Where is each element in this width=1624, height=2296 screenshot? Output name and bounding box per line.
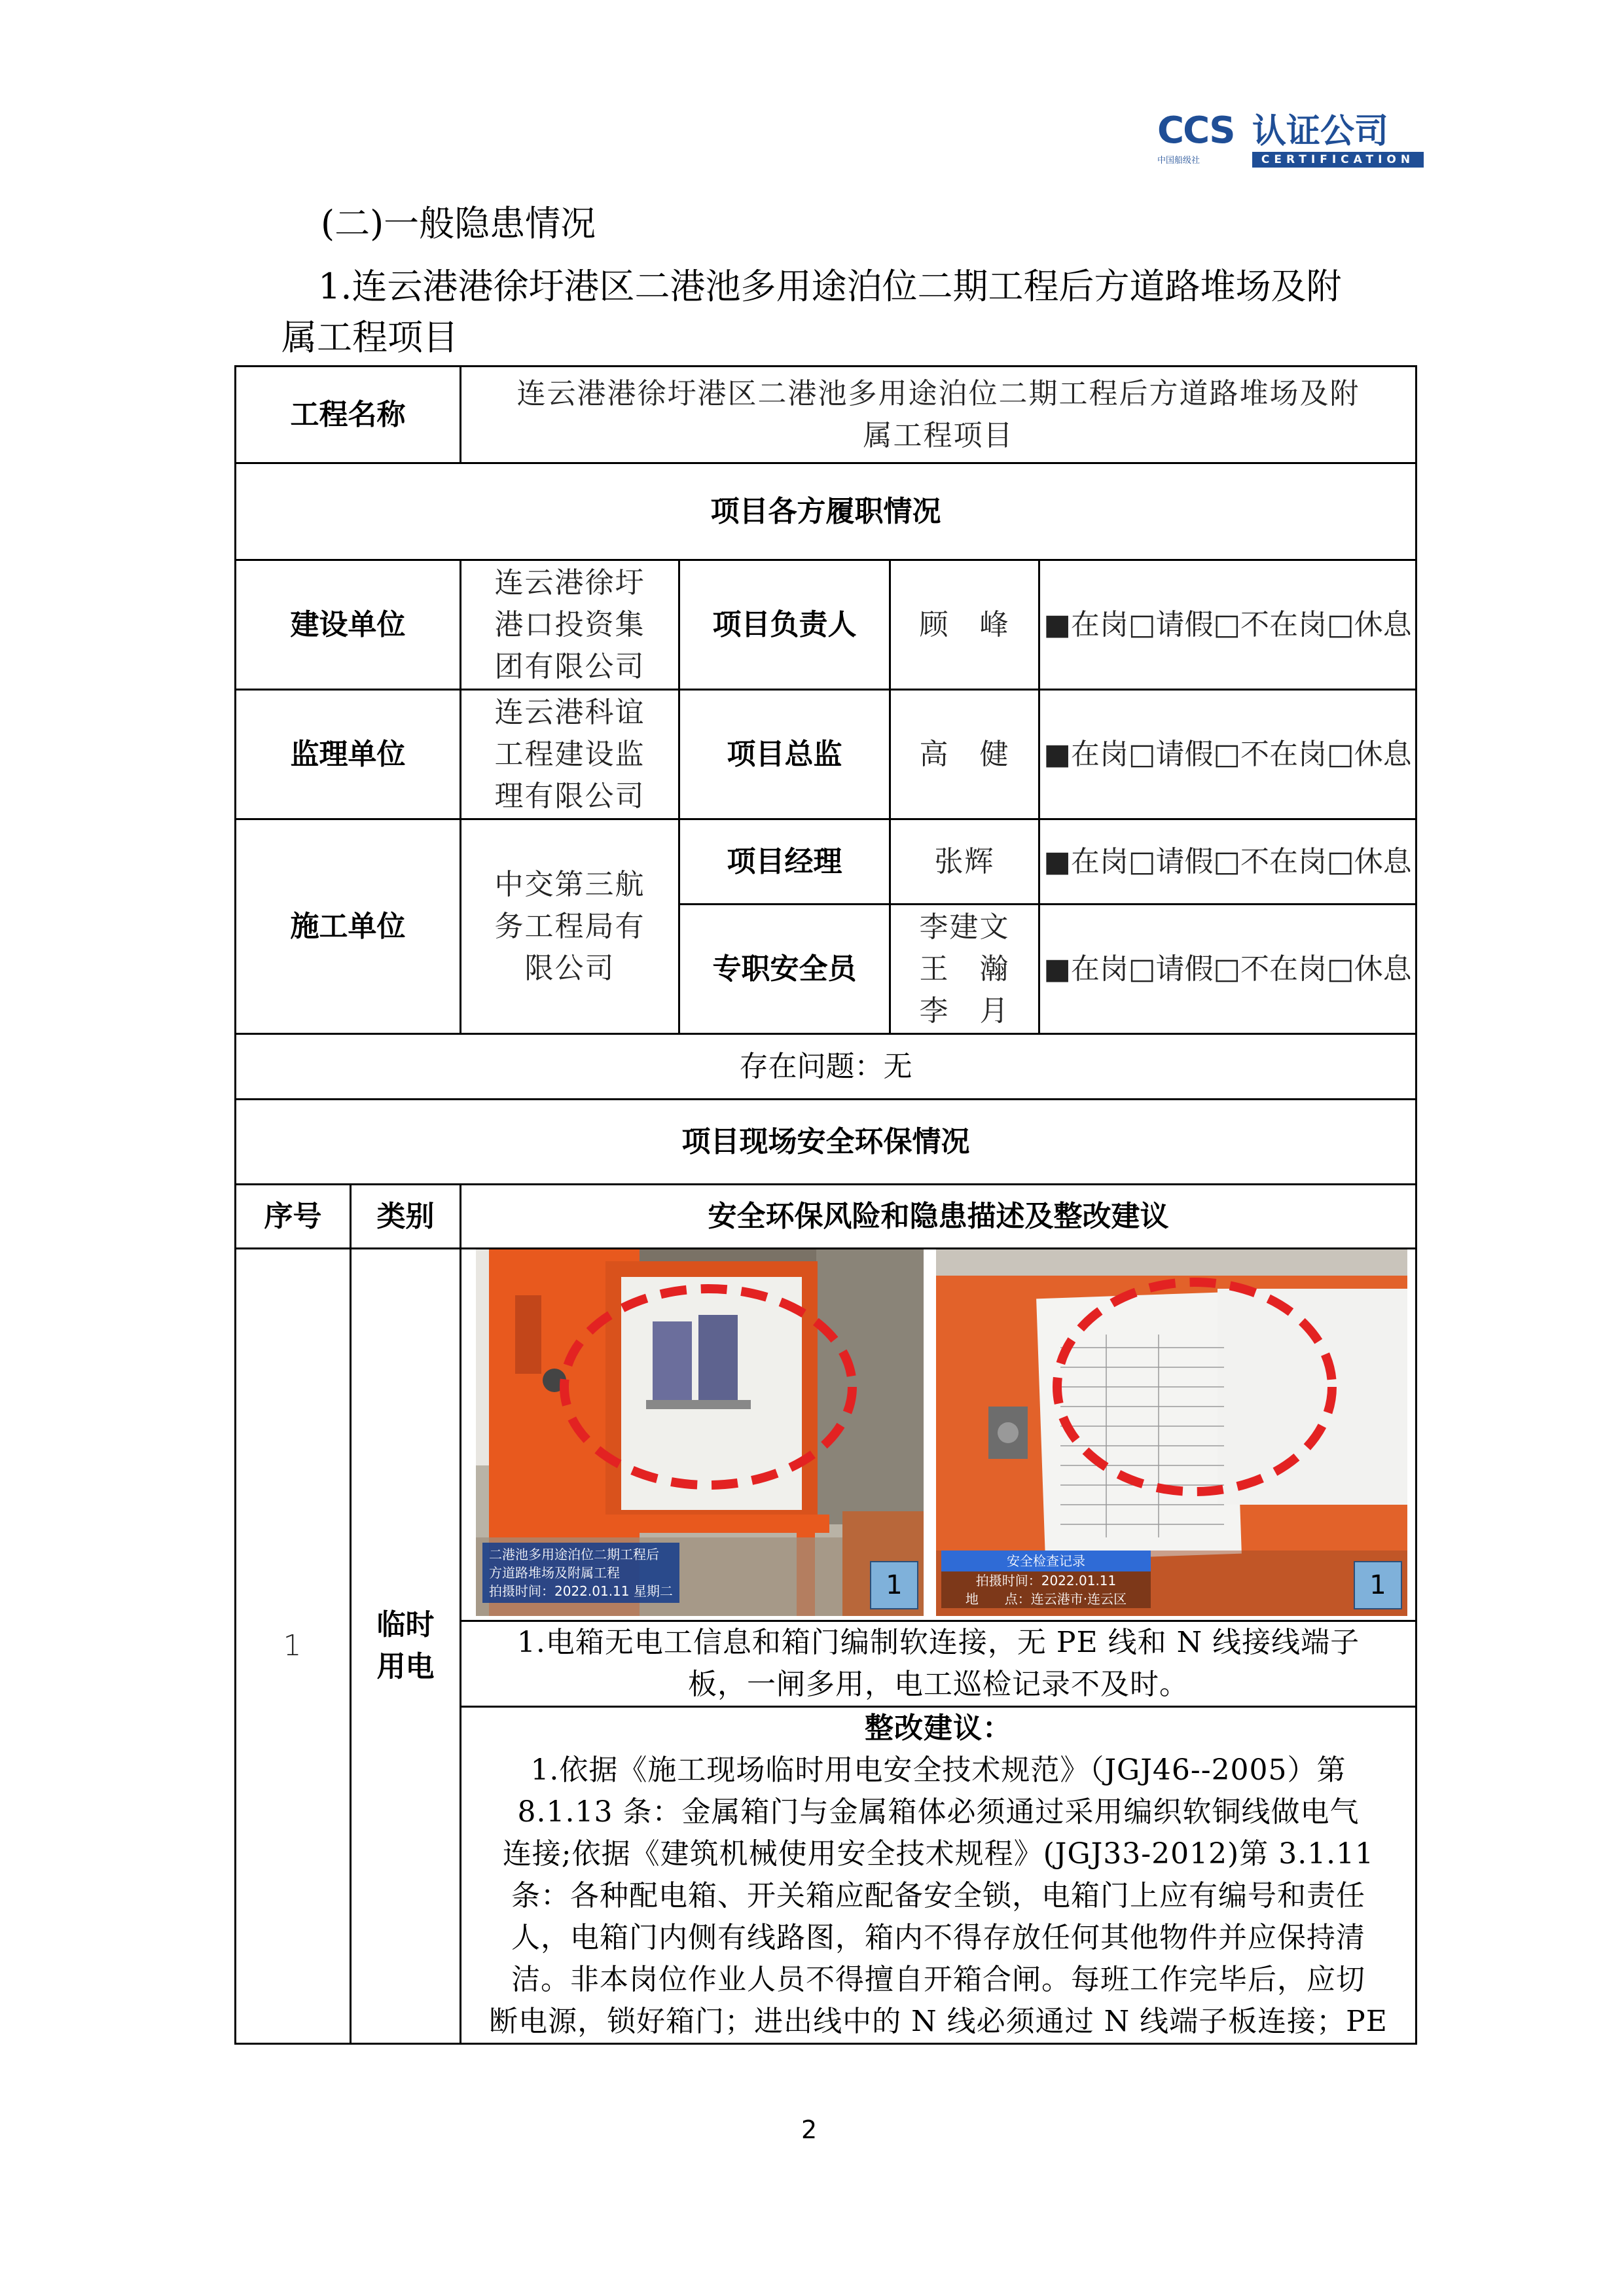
logo-name: 认证公司 xyxy=(1252,112,1389,151)
photo-inspection-record xyxy=(936,1249,1407,1616)
photo-caption xyxy=(482,1543,679,1603)
item-type-line: 临时 xyxy=(376,1608,435,1641)
item-number: 1 xyxy=(236,1249,351,2044)
photo-caption-line: 拍摄时间：2022.01.11 星期二 xyxy=(489,1583,673,1599)
unit-label: 建设单位 xyxy=(236,560,461,690)
item-type xyxy=(351,1249,461,2044)
attendance-status: ■在岗□请假□不在岗□休息 xyxy=(1039,905,1416,1034)
column-header-row xyxy=(236,1185,1416,1249)
advice-line: 1.依据《施工现场临时用电安全技术规范》（JGJ46--2005）第 xyxy=(530,1753,1346,1787)
duty-row xyxy=(236,690,1416,819)
photo-index-badge: 1 xyxy=(870,1561,918,1609)
issues-row xyxy=(236,1034,1416,1100)
role-label: 项目总监 xyxy=(679,690,890,819)
unit-name-line: 港口投资集 xyxy=(494,607,645,641)
project-name-row xyxy=(236,367,1416,463)
attendance-status: ■在岗□请假□不在岗□休息 xyxy=(1039,690,1416,819)
advice-line: 条：各种配电箱、开关箱应配备安全锁，电箱门上应有编号和责任 xyxy=(511,1879,1365,1912)
project-name-label: 工程名称 xyxy=(236,367,461,463)
photo-caption xyxy=(941,1551,1151,1608)
photo-caption-title: 安全检查记录 xyxy=(941,1551,1151,1571)
advice-line: 洁。非本岗位作业人员不得擅自开箱合闸。每班工作完毕后，应切 xyxy=(511,1963,1365,1996)
unit-name-line: 连云港科谊 xyxy=(494,695,645,729)
col-type-header: 类别 xyxy=(351,1185,461,1249)
attendance-status: ■在岗□请假□不在岗□休息 xyxy=(1039,819,1416,905)
role-label: 项目经理 xyxy=(679,819,890,905)
photos-cell xyxy=(461,1249,1416,1621)
person-name: 顾 峰 xyxy=(890,560,1039,690)
photo-caption-line: 地 点：连云港市·连云区 xyxy=(941,1590,1151,1608)
col-no-header: 序号 xyxy=(236,1185,351,1249)
rectification-advice xyxy=(461,1707,1416,2044)
advice-line: 连接;依据《建筑机械使用安全技术规程》(JGJ33-2012)第 3.1.11 xyxy=(502,1837,1375,1871)
project-name-line1: 连云港港徐圩港区二港池多用途泊位二期工程后方道路堆场及附 xyxy=(516,376,1360,410)
unit-name-line: 限公司 xyxy=(524,951,615,985)
person-name: 高 健 xyxy=(890,690,1039,819)
site-title-row xyxy=(236,1100,1416,1185)
logo-brand: CCS xyxy=(1157,109,1235,152)
advice-line: 人，电箱门内侧有线路图，箱内不得存放任何其他物件并应保持清 xyxy=(511,1921,1365,1954)
unit-name-line: 中交第三航 xyxy=(494,867,645,901)
duties-title: 项目各方履职情况 xyxy=(236,463,1416,560)
person-name: 李建文 xyxy=(919,910,1010,944)
unit-name-line: 工程建设监 xyxy=(494,737,645,771)
unit-name xyxy=(461,819,679,1034)
unit-name-line: 团有限公司 xyxy=(494,649,645,683)
person-names xyxy=(890,905,1039,1034)
project-heading-line1: 1.连云港港徐圩港区二港池多用途泊位二期工程后方道路堆场及附 xyxy=(318,266,1342,307)
attendance-status: ■在岗□请假□不在岗□休息 xyxy=(1039,560,1416,690)
hazard-description xyxy=(461,1621,1416,1707)
section-heading: (二)一般隐患情况 xyxy=(321,203,596,244)
photo-index-badge: 1 xyxy=(1354,1561,1402,1609)
duty-row xyxy=(236,560,1416,690)
person-name: 李 月 xyxy=(919,994,1010,1028)
hazard-description-line: 1.电箱无电工信息和箱门编制软连接，无 PE 线和 N 线接线端子 xyxy=(516,1626,1360,1659)
item-type-line: 用电 xyxy=(376,1650,435,1683)
photo-distribution-box xyxy=(476,1249,924,1616)
unit-name xyxy=(461,560,679,690)
unit-label: 监理单位 xyxy=(236,690,461,819)
unit-name-line: 连云港徐圩 xyxy=(494,565,645,600)
unit-name-line: 务工程局有 xyxy=(494,909,645,943)
issues-text: 存在问题：无 xyxy=(236,1034,1416,1100)
advice-title: 整改建议： xyxy=(865,1712,1012,1745)
inspection-table xyxy=(234,365,1417,2045)
logo-tagline: CERTIFICATION xyxy=(1252,152,1424,168)
project-name-line2: 属工程项目 xyxy=(863,418,1014,452)
person-name: 张辉 xyxy=(890,819,1039,905)
advice-line: 断电源，锁好箱门；进出线中的 N 线必须通过 N 线端子板连接；PE xyxy=(489,2005,1388,2038)
photo-caption-line: 方道路堆场及附属工程 xyxy=(489,1565,620,1581)
project-name-value xyxy=(461,367,1416,463)
hazard-item-row xyxy=(236,1249,1416,1621)
ccs-certification-logo xyxy=(1157,111,1426,170)
photos-container xyxy=(461,1249,1415,1616)
photo-caption-line: 二港池多用途泊位二期工程后 xyxy=(489,1547,659,1562)
role-label: 项目负责人 xyxy=(679,560,890,690)
logo-org: 中国船级社 xyxy=(1157,156,1200,166)
unit-label: 施工单位 xyxy=(236,819,461,1034)
duty-row xyxy=(236,819,1416,905)
person-name: 王 瀚 xyxy=(919,952,1010,986)
role-label: 专职安全员 xyxy=(679,905,890,1034)
project-heading-line2: 属工程项目 xyxy=(281,317,458,358)
page-number: 2 xyxy=(801,2115,818,2144)
hazard-description-line: 板，一闸多用，电工巡检记录不及时。 xyxy=(688,1668,1189,1701)
col-desc-header: 安全环保风险和隐患描述及整改建议 xyxy=(461,1185,1416,1249)
unit-name-line: 理有限公司 xyxy=(494,779,645,813)
advice-line: 8.1.13 条：金属箱门与金属箱体必须通过采用编织软铜线做电气 xyxy=(517,1795,1360,1829)
duties-title-row xyxy=(236,463,1416,560)
unit-name xyxy=(461,690,679,819)
site-title: 项目现场安全环保情况 xyxy=(236,1100,1416,1185)
photo-caption-line: 拍摄时间：2022.01.11 xyxy=(941,1571,1151,1590)
